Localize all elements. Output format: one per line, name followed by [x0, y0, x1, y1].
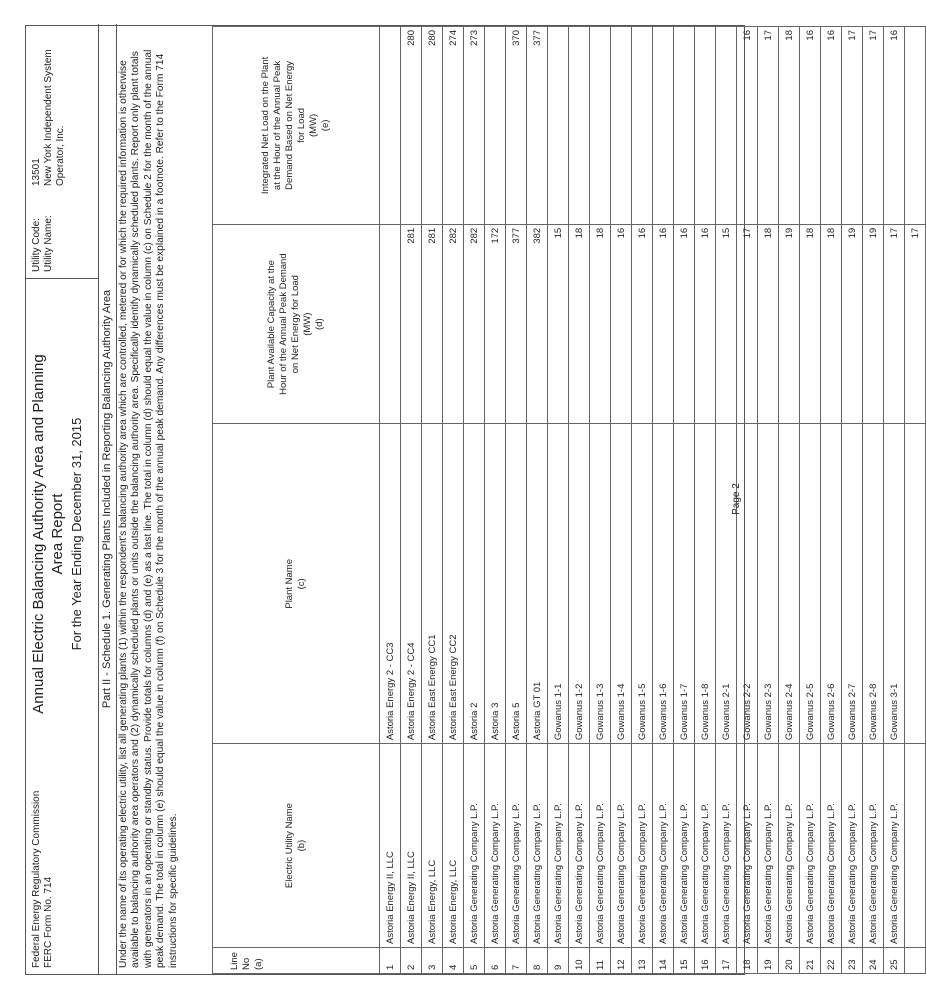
load-value: 17	[758, 27, 779, 225]
capacity-value: 282	[464, 224, 485, 424]
plants-table	[212, 26, 926, 974]
capacity-value: 15	[548, 224, 569, 424]
plant-name: Astoria East Energy CC2	[443, 424, 464, 744]
utility-name: Astoria Generating Company L.P.	[695, 744, 716, 948]
table-row	[380, 27, 401, 974]
table-row	[863, 27, 884, 974]
capacity-value: 18	[821, 224, 842, 424]
load-value: 16	[821, 27, 842, 225]
capacity-value: 17	[884, 224, 905, 424]
capacity-value: 16	[674, 224, 695, 424]
utility-name: Astoria Energy, LLC	[422, 744, 443, 948]
capacity-value: 16	[632, 224, 653, 424]
line-number: 7	[506, 948, 527, 974]
line-number: 25	[884, 948, 905, 974]
line-number: 8	[527, 948, 548, 974]
table-row	[611, 27, 632, 974]
line-number: 20	[779, 948, 800, 974]
plant-name: Gowanus 1-5	[632, 424, 653, 744]
capacity-value: 281	[422, 224, 443, 424]
utility-name: Astoria Generating Company L.P.	[821, 744, 842, 948]
plant-name: Gowanus 1-2	[569, 424, 590, 744]
load-value	[569, 27, 590, 225]
load-value	[590, 27, 611, 225]
line-number	[905, 948, 926, 974]
table-row	[464, 27, 485, 974]
plant-name: Gowanus 2-7	[842, 424, 863, 744]
col-header-line: Line No (a)	[213, 948, 380, 974]
table-row	[485, 27, 506, 974]
load-value	[548, 27, 569, 225]
utility-name: Astoria Generating Company L.P.	[737, 744, 758, 948]
utility-name: Astoria Generating Company L.P.	[716, 744, 737, 948]
utility-block	[26, 24, 98, 279]
table-row	[569, 27, 590, 974]
table-row	[695, 27, 716, 974]
col-header-utility: Electric Utility Name (b)	[213, 744, 380, 948]
line-number: 14	[653, 948, 674, 974]
table-row	[779, 27, 800, 974]
form-header	[26, 24, 99, 974]
form-number: FERC Form No. 714	[43, 876, 54, 968]
table-row	[674, 27, 695, 974]
capacity-value: 19	[842, 224, 863, 424]
load-value: 16	[884, 27, 905, 225]
utility-name: Astoria Generating Company L.P.	[611, 744, 632, 948]
utility-name: Astoria Generating Company L.P.	[527, 744, 548, 948]
report-form	[25, 25, 921, 975]
capacity-value: 282	[443, 224, 464, 424]
load-value	[485, 27, 506, 225]
col-header-plant: Plant Name (c)	[213, 424, 380, 744]
plant-name: Astoria Energy 2 - CC3	[380, 424, 401, 744]
capacity-value: 18	[590, 224, 611, 424]
table-row	[527, 27, 548, 974]
plant-name: Gowanus 2-4	[779, 424, 800, 744]
load-value	[674, 27, 695, 225]
plant-name: Astoria East Energy CC1	[422, 424, 443, 744]
title-line-2: Area Report	[49, 493, 66, 575]
line-number: 5	[464, 948, 485, 974]
load-value: 273	[464, 27, 485, 225]
plant-name: Astoria 3	[485, 424, 506, 744]
utility-name: Astoria Energy, LLC	[443, 744, 464, 948]
title-line-1: Annual Electric Balancing Authority Area and Planning	[30, 354, 47, 714]
part-title: Part II - Schedule 1. Generating Plants Included in Reporting Balancing Authority Area	[98, 24, 117, 974]
table-row	[590, 27, 611, 974]
table-row	[800, 27, 821, 974]
utility-name-label: Utility Name:	[43, 215, 54, 272]
capacity-value: 377	[506, 224, 527, 424]
line-number: 11	[590, 948, 611, 974]
capacity-value	[380, 224, 401, 424]
plant-name: Gowanus 1-3	[590, 424, 611, 744]
line-number: 15	[674, 948, 695, 974]
capacity-value: 18	[758, 224, 779, 424]
line-number: 10	[569, 948, 590, 974]
load-value: 16	[737, 27, 758, 225]
line-number: 17	[716, 948, 737, 974]
load-value: 280	[401, 27, 422, 225]
utility-name: Astoria Generating Company L.P.	[863, 744, 884, 948]
plant-name: Gowanus 2-8	[863, 424, 884, 744]
table-row	[443, 27, 464, 974]
load-value: 18	[779, 27, 800, 225]
agency-name: Federal Energy Regulatory Commission	[31, 790, 42, 968]
utility-name: Astoria Generating Company L.P.	[758, 744, 779, 948]
plant-name: Astoria GT 01	[527, 424, 548, 744]
capacity-value: 16	[653, 224, 674, 424]
load-value: 377	[527, 27, 548, 225]
plant-name: Astoria Energy 2 - CC4	[401, 424, 422, 744]
table-row	[401, 27, 422, 974]
line-number: 4	[443, 948, 464, 974]
load-value	[611, 27, 632, 225]
utility-name: Astoria Generating Company L.P.	[632, 744, 653, 948]
line-number: 24	[863, 948, 884, 974]
utility-name: Astoria Generating Company L.P.	[569, 744, 590, 948]
col-header-load: Integrated Net Load on the Plant at the Hour of the Annual Peak Demand Based on Net Energy for Load (MW) (e)	[213, 27, 380, 225]
utility-name: Astoria Generating Company L.P.	[506, 744, 527, 948]
load-value: 16	[800, 27, 821, 225]
line-number: 23	[842, 948, 863, 974]
report-title	[29, 284, 86, 784]
plant-name: Gowanus 2-6	[821, 424, 842, 744]
line-number: 3	[422, 948, 443, 974]
line-number: 12	[611, 948, 632, 974]
load-value	[653, 27, 674, 225]
line-number: 18	[737, 948, 758, 974]
line-number: 21	[800, 948, 821, 974]
plant-name	[905, 424, 926, 744]
capacity-value: 18	[569, 224, 590, 424]
utility-code: 13501	[31, 158, 42, 186]
table-row	[758, 27, 779, 974]
table-row	[548, 27, 569, 974]
capacity-value: 16	[695, 224, 716, 424]
line-number: 13	[632, 948, 653, 974]
load-value	[716, 27, 737, 225]
plant-name: Gowanus 2-2	[737, 424, 758, 744]
capacity-value: 18	[800, 224, 821, 424]
plant-name: Gowanus 1-6	[653, 424, 674, 744]
capacity-value: 17	[737, 224, 758, 424]
load-value	[905, 27, 926, 225]
capacity-value: 19	[779, 224, 800, 424]
load-value: 370	[506, 27, 527, 225]
capacity-value: 382	[527, 224, 548, 424]
table-row	[884, 27, 905, 974]
title-line-3: For the Year Ending December 31, 2015	[69, 417, 84, 651]
utility-name: Astoria Generating Company L.P.	[779, 744, 800, 948]
plant-name: Astoria 5	[506, 424, 527, 744]
load-value	[380, 27, 401, 225]
utility-name	[905, 744, 926, 948]
table-row	[821, 27, 842, 974]
instructions: Under the name of its operating electric utility, list all generating plants (1) within the respondent's balancing authority area which are controlled, metered or for which the required information is otherwise available to balancing authority area operators and (2) dynamically scheduled plants or units outside the balancing authority area. Specifically identify dynamically scheduled plants. Report only plant totals with generators in an operating or standby status. Provide totals for columns (d) and (e) as a last line. The total in column (d) should equal the value in column (c) on Schedule 2 for the month of the annual peak demand. The total in column (e) should equal the value in column (f) on Schedule 3 for the month of the annual peak demand. Any differences must be explained in a footnote. Refer to the Form 714 instructions for specific guidelines.	[118, 49, 179, 968]
plant-name: Astoria 2	[464, 424, 485, 744]
load-value: 17	[842, 27, 863, 225]
utility-name: Astoria Generating Company L.P.	[884, 744, 905, 948]
page-number: Page 2	[731, 483, 742, 515]
plant-name: Gowanus 1-7	[674, 424, 695, 744]
table-row	[905, 27, 926, 974]
utility-name: Astoria Generating Company L.P.	[800, 744, 821, 948]
plant-name: Gowanus 1-1	[548, 424, 569, 744]
load-value: 280	[422, 27, 443, 225]
capacity-value: 281	[401, 224, 422, 424]
table-row	[632, 27, 653, 974]
load-value: 274	[443, 27, 464, 225]
plant-name: Gowanus 2-3	[758, 424, 779, 744]
utility-name-line-1: New York Independent System	[43, 49, 54, 186]
utility-name: Astoria Generating Company L.P.	[485, 744, 506, 948]
utility-name: Astoria Generating Company L.P.	[674, 744, 695, 948]
agency-block	[31, 791, 55, 968]
utility-name-line-2: Operator, Inc.	[55, 125, 66, 186]
utility-name: Astoria Generating Company L.P.	[653, 744, 674, 948]
plant-name: Gowanus 2-5	[800, 424, 821, 744]
capacity-value: 17	[905, 224, 926, 424]
capacity-value: 15	[716, 224, 737, 424]
line-number: 6	[485, 948, 506, 974]
plant-name: Gowanus 3-1	[884, 424, 905, 744]
table-row	[422, 27, 443, 974]
table-row	[506, 27, 527, 974]
utility-name: Astoria Energy II, LLC	[380, 744, 401, 948]
utility-name: Astoria Generating Company L.P.	[464, 744, 485, 948]
line-number: 9	[548, 948, 569, 974]
line-number: 22	[821, 948, 842, 974]
utility-name: Astoria Energy II, LLC	[401, 744, 422, 948]
utility-name: Astoria Generating Company L.P.	[548, 744, 569, 948]
line-number: 16	[695, 948, 716, 974]
table-row	[653, 27, 674, 974]
load-value	[695, 27, 716, 225]
table-header-row	[213, 27, 380, 974]
col-header-capacity: Plant Available Capacity at the Hour of the Annual Peak Demand on Net Energy for Load (MW) (d)	[213, 224, 380, 424]
load-value: 17	[863, 27, 884, 225]
capacity-value: 172	[485, 224, 506, 424]
line-number: 2	[401, 948, 422, 974]
plant-name: Gowanus 2-1	[716, 424, 737, 744]
line-number: 1	[380, 948, 401, 974]
plant-name: Gowanus 1-8	[695, 424, 716, 744]
table-row	[842, 27, 863, 974]
utility-name: Astoria Generating Company L.P.	[590, 744, 611, 948]
capacity-value: 19	[863, 224, 884, 424]
capacity-value: 16	[611, 224, 632, 424]
plant-name: Gowanus 1-4	[611, 424, 632, 744]
line-number: 19	[758, 948, 779, 974]
utility-code-label: Utility Code:	[31, 218, 42, 272]
load-value	[632, 27, 653, 225]
utility-name: Astoria Generating Company L.P.	[842, 744, 863, 948]
